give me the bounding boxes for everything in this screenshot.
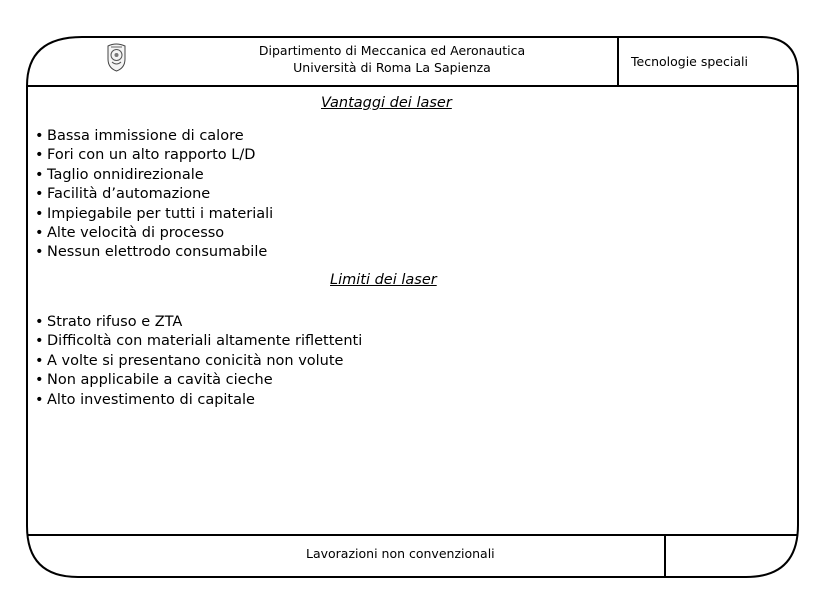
list-item: • Alte velocità di processo (35, 224, 273, 243)
list-item: • Difficoltà con materiali altamente riflettenti (35, 332, 362, 351)
list-item: • A volte si presentano conicità non volute (35, 352, 362, 371)
list-item: • Nessun elettrodo consumabile (35, 243, 273, 262)
department-name: Dipartimento di Meccanica ed Aeronautica (258, 43, 526, 58)
list-item: • Non applicabile a cavità cieche (35, 371, 362, 390)
advantages-title: Vantaggi dei laser (321, 95, 452, 111)
advantages-list (35, 127, 273, 263)
list-item: • Bassa immissione di calore (35, 127, 273, 146)
list-item: • Facilità d’automazione (35, 185, 273, 204)
list-item: • Fori con un alto rapporto L/D (35, 146, 273, 165)
university-name: Università di Roma La Sapienza (293, 60, 491, 75)
limits-title: Limiti dei laser (330, 272, 437, 288)
list-item: • Alto investimento di capitale (35, 391, 362, 410)
course-title: Tecnologie speciali (631, 54, 748, 69)
university-seal-icon (106, 42, 127, 72)
list-item: • Impiegabile per tutti i materiali (35, 205, 273, 224)
footer-title: Lavorazioni non convenzionali (306, 546, 495, 561)
list-item: • Strato rifuso e ZTA (35, 313, 362, 332)
limits-list (35, 313, 362, 410)
list-item: • Taglio onnidirezionale (35, 166, 273, 185)
